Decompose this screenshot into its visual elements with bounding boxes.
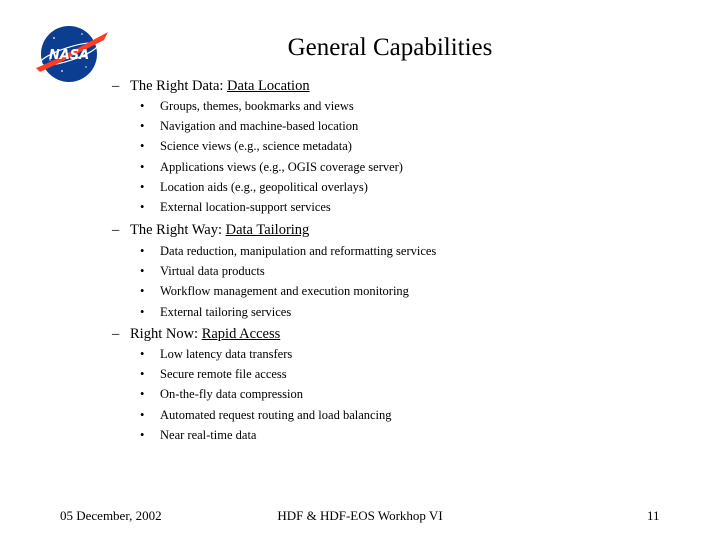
list-item: • External location-support services — [140, 197, 403, 217]
section-prefix: The Right Data: — [130, 78, 228, 94]
list-item: • Applications views (e.g., OGIS coverage server) — [140, 157, 403, 177]
logo-wordmark: NASA — [48, 48, 90, 63]
section-data-location — [112, 77, 310, 95]
section-dash: – — [112, 326, 120, 342]
bullet-list-rapid-access — [140, 344, 392, 445]
section-emphasis: Data Tailoring — [225, 222, 310, 238]
list-item: • Near real-time data — [140, 425, 392, 445]
section-rapid-access — [112, 325, 280, 343]
section-prefix: Right Now: — [130, 326, 202, 342]
list-item: • Low latency data transfers — [140, 344, 392, 364]
footer-event: HDF & HDF-EOS Workhop VI — [277, 508, 443, 523]
list-item: • On-the-fly data compression — [140, 384, 392, 404]
list-item: • Data reduction, manipulation and reformatting services — [140, 241, 436, 261]
bullet-list-data-tailoring — [140, 241, 436, 322]
section-prefix: The Right Way: — [130, 222, 226, 238]
list-item: • Science views (e.g., science metadata) — [140, 136, 403, 156]
list-item: • Groups, themes, bookmarks and views — [140, 96, 403, 116]
footer-date: 05 December, 2002 — [60, 508, 162, 523]
list-item: • Workflow management and execution monitoring — [140, 281, 436, 301]
list-item: • Navigation and machine-based location — [140, 116, 403, 136]
section-data-tailoring — [112, 221, 309, 239]
list-item: • Secure remote file access — [140, 364, 392, 384]
slide-title: General Capabilities — [287, 34, 493, 61]
section-emphasis: Data Location — [227, 78, 310, 94]
section-dash: – — [112, 78, 120, 94]
bullet-list-data-location — [140, 96, 403, 217]
section-dash: – — [112, 222, 120, 238]
list-item: • Automated request routing and load balancing — [140, 405, 392, 425]
page-number: 11 — [647, 508, 660, 523]
list-item: • External tailoring services — [140, 302, 436, 322]
list-item: • Location aids (e.g., geopolitical overlays) — [140, 177, 403, 197]
section-emphasis: Rapid Access — [201, 326, 281, 342]
list-item: • Virtual data products — [140, 261, 436, 281]
